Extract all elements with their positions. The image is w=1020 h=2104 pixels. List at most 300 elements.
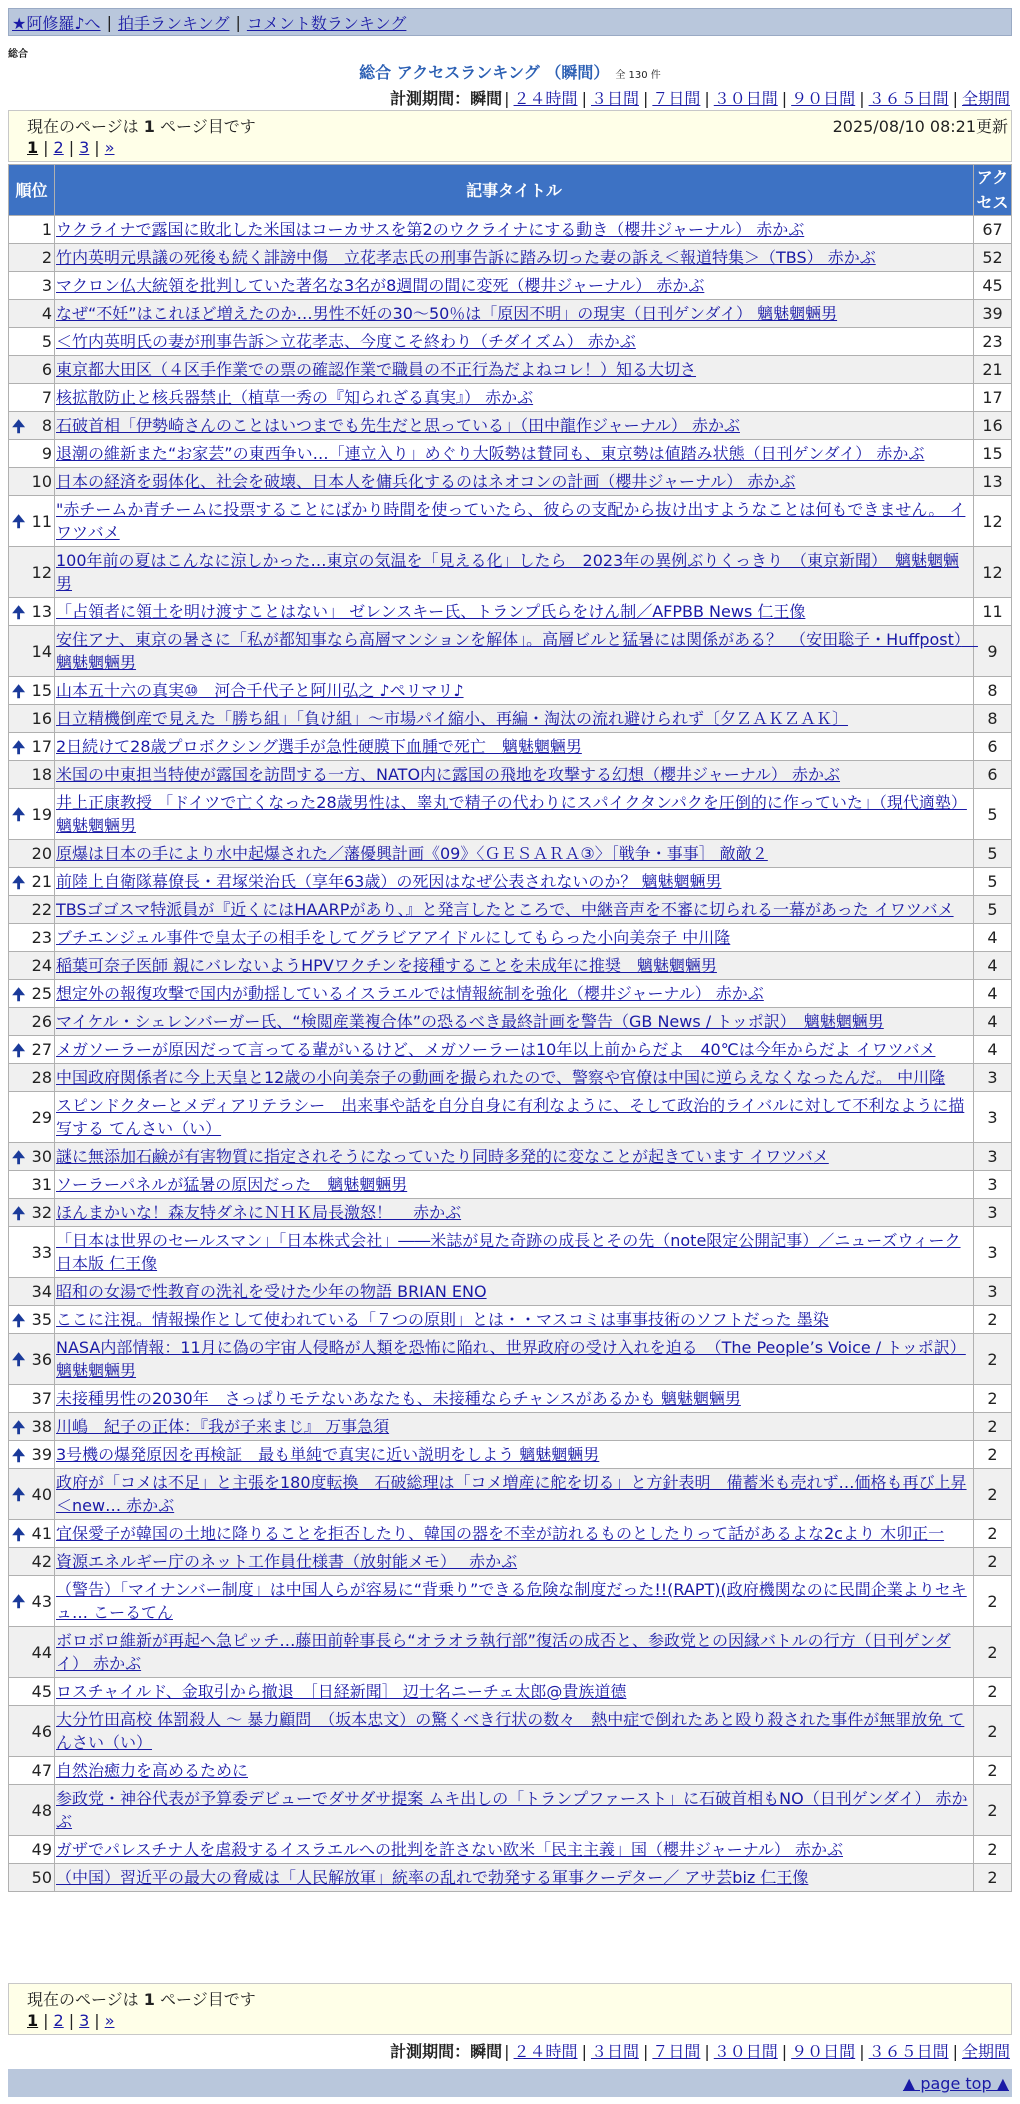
table-row (9, 1413, 1012, 1441)
period-option[interactable]: 全期間 (961, 2042, 1010, 2061)
rank-number: 32 (31, 1203, 52, 1222)
table-row (9, 980, 1012, 1008)
period-option[interactable]: ３０日間 (713, 2042, 778, 2061)
table-row (9, 272, 1012, 300)
title-cell (55, 1278, 974, 1306)
table-row (9, 300, 1012, 328)
rank-cell (9, 1678, 55, 1706)
title-cell (55, 598, 974, 626)
table-row (9, 1008, 1012, 1036)
title-cell (55, 1227, 974, 1278)
comment-ranking-link[interactable]: コメント数ランキング (246, 13, 407, 33)
rank-cell (9, 1706, 55, 1757)
current-page-text: 現在のページは 1 ページ目です (27, 117, 256, 136)
table-row (9, 1836, 1012, 1864)
rank-cell (9, 598, 55, 626)
up-arrow-icon: 🠉 (12, 1592, 26, 1611)
rank-number: 25 (31, 984, 52, 1003)
page-link[interactable]: 3 (79, 2011, 90, 2030)
rank-cell (9, 384, 55, 412)
table-row (9, 1576, 1012, 1627)
table-row (9, 1143, 1012, 1171)
rank-number: 3 (41, 276, 52, 295)
period-separator: | (952, 89, 958, 108)
table-row (9, 598, 1012, 626)
page-top-link[interactable]: ▲ page top ▲ (902, 2074, 1009, 2093)
access-count: 2 (974, 1706, 1012, 1757)
next-page-link[interactable]: » (104, 2011, 115, 2030)
article-link[interactable]: 前陸上自衛隊幕僚長・君塚栄治氏（享年63歳）の死因はなぜ公表されないのか？ 魑魅魍魎男 (56, 872, 722, 891)
title-cell (55, 1441, 974, 1469)
access-count: 52 (974, 244, 1012, 272)
period-separator: | (642, 2042, 649, 2061)
title-cell (55, 272, 974, 300)
period-option[interactable]: ３日間 (590, 89, 639, 108)
table-row (9, 1678, 1012, 1706)
access-count: 45 (974, 272, 1012, 300)
up-arrow-icon: 🠉 (12, 1417, 26, 1437)
rank-number: 49 (31, 1840, 52, 1859)
page-link[interactable]: 2 (53, 138, 64, 157)
access-count: 12 (974, 496, 1012, 547)
table-row (9, 244, 1012, 272)
title-cell (55, 789, 974, 840)
title-cell (55, 1706, 974, 1757)
period-label: 計測期間： (390, 2042, 471, 2061)
access-count: 11 (974, 598, 1012, 626)
period-option[interactable]: ７日間 (652, 2042, 701, 2061)
page-title: 総合 アクセスランキング （瞬間） (359, 63, 610, 82)
article-link[interactable]: 井上正康教授 「ドイツで亡くなった28歳男性は、睾丸で精子の代わりにスパイクタンパクを圧倒的に作っていた」（現代適塾）魑魅魍魎男 (56, 793, 967, 835)
up-arrow-icon: 🠉 (12, 984, 26, 1004)
title-cell (55, 1576, 974, 1627)
rank-number: 44 (31, 1642, 52, 1662)
period-separator: | (952, 2042, 958, 2061)
article-link[interactable]: ウクライナで露国に敗北した米国はコーカサスを第2のウクライナにする動き（櫻井ジャーナル） 赤かぶ (56, 220, 805, 239)
article-link[interactable]: 退潮の維新また“お家芸”の東西争い…「連立入り」めぐり大阪勢は賛同も、東京勢は値踏み状態（日刊ゲンダイ） 赤かぶ (56, 444, 925, 463)
table-row (9, 952, 1012, 980)
up-arrow-icon: 🠉 (12, 805, 26, 824)
table-row (9, 547, 1012, 598)
rank-cell (9, 1627, 55, 1678)
access-count: 4 (974, 952, 1012, 980)
page-separator: | (43, 2011, 49, 2030)
page-separator: | (43, 138, 49, 157)
rank-cell (9, 1199, 55, 1227)
up-arrow-icon: 🠉 (12, 1524, 26, 1544)
title-cell (55, 1836, 974, 1864)
rank-cell (9, 896, 55, 924)
rank-number: 14 (31, 641, 52, 661)
rank-cell (9, 1008, 55, 1036)
period-option[interactable]: 全期間 (961, 89, 1010, 108)
rank-cell (9, 1757, 55, 1785)
table-row (9, 1706, 1012, 1757)
access-count: 3 (974, 1278, 1012, 1306)
article-link[interactable]: 政府が「コメは不足」と主張を180度転換 石破総理は「コメ増産に舵を切る」と方針表明 備蓄米も売れず…価格も再び上昇＜new… 赤かぶ (56, 1473, 967, 1515)
table-row (9, 677, 1012, 705)
table-row (9, 1199, 1012, 1227)
rank-cell (9, 1836, 55, 1864)
access-count: 2 (974, 1334, 1012, 1385)
article-link[interactable]: メガソーラーが原因だって言ってる輩がいるけど、メガソーラーは10年以上前からだよ 40℃は今年からだよ イワツバメ (56, 1040, 936, 1059)
period-selector-bottom (390, 2039, 1012, 2062)
rank-cell (9, 1036, 55, 1064)
access-count: 5 (974, 789, 1012, 840)
rank-number: 12 (31, 562, 52, 582)
article-link[interactable]: 米国の中東担当特使が露国を訪問する一方、NATO内に露国の飛地を攻撃する幻想（櫻井ジャーナル） 赤かぶ (56, 765, 841, 784)
article-link[interactable]: （警告）「マイナンバー制度」は中国人らが容易に“背乗り”できる危険な制度だった!!(RAPT)(政府機関なのに民間企業よりセキュ… こーるてん (56, 1580, 967, 1622)
article-link[interactable]: 東京都大田区（４区手作業での票の確認作業で職員の不正行為だよねコレ！）知る大切さ (56, 360, 697, 379)
title-cell (55, 1520, 974, 1548)
page-separator: | (94, 2011, 100, 2030)
title-cell (55, 1008, 974, 1036)
period-option[interactable]: ９０日間 (791, 89, 856, 108)
rank-number: 33 (31, 1242, 52, 1262)
article-link[interactable]: 核拡散防止と核兵器禁止（植草一秀の『知られざる真実』） 赤かぶ (56, 388, 534, 407)
access-count: 23 (974, 328, 1012, 356)
article-link[interactable]: 「日本は世界のセールスマン」「日本株式会社」――米誌が見た奇跡の成長とその先（note限定公開記事）／ニューズウィーク日本版 仁王像 (56, 1231, 961, 1273)
access-count: 5 (974, 868, 1012, 896)
article-link[interactable]: TBSゴゴスマ特派員が『近くにはHAARPがあり、』と発言したところで、中継音声を不審に切られる一幕があった イワツバメ (56, 900, 954, 919)
page-separator: | (94, 138, 100, 157)
rank-number: 28 (31, 1068, 52, 1087)
period-option[interactable]: ２４時間 (513, 89, 578, 108)
rank-cell (9, 547, 55, 598)
rank-number: 39 (31, 1445, 52, 1464)
access-count: 2 (974, 1785, 1012, 1836)
rank-number: 17 (31, 737, 52, 756)
rank-number: 23 (31, 928, 52, 947)
title-cell (55, 468, 974, 496)
title-cell (55, 1334, 974, 1385)
title-cell (55, 300, 974, 328)
article-link[interactable]: スピンドクターとメディアリテラシー 出来事や話を自分自身に有利なように、そして政治的ライバルに対して不利なように描写する てんさい（い） (56, 1096, 965, 1138)
rank-number: 42 (31, 1552, 52, 1571)
table-row (9, 1064, 1012, 1092)
article-link[interactable]: 川嶋 紀子の正体：『我が子来まじ』 万事急須 (56, 1417, 390, 1436)
article-link[interactable]: ロスチャイルド、金取引から撤退 ［日経新聞］ 辺士名ニーチェ太郎@貴族道德 (56, 1682, 627, 1701)
access-count: 2 (974, 1520, 1012, 1548)
table-row (9, 356, 1012, 384)
access-count: 4 (974, 980, 1012, 1008)
rank-number: 35 (31, 1310, 52, 1329)
article-link[interactable]: 2日続けて28歳プロボクシング選手が急性硬膜下血腫で死亡 魑魅魍魎男 (56, 737, 582, 756)
title-cell (55, 547, 974, 598)
period-label: 計測期間： (390, 89, 471, 108)
title-cell (55, 412, 974, 440)
access-count: 2 (974, 1678, 1012, 1706)
rank-cell (9, 328, 55, 356)
title-cell (55, 1678, 974, 1706)
rank-number: 8 (41, 416, 52, 435)
rank-number: 46 (31, 1721, 52, 1741)
period-option[interactable]: ３０日間 (713, 89, 778, 108)
pagination (27, 138, 114, 157)
title-cell (55, 1864, 974, 1892)
article-link[interactable]: 日本の経済を弱体化、社会を破壊、日本人を傭兵化するのはネオコンの計画（櫻井ジャーナル） 赤かぶ (56, 472, 796, 491)
rank-number: 38 (31, 1417, 52, 1436)
access-count: 15 (974, 440, 1012, 468)
rank-cell (9, 300, 55, 328)
period-option[interactable]: ３６５日間 (868, 89, 949, 108)
rank-cell (9, 412, 55, 440)
period-separator: | (504, 89, 510, 108)
title-cell (55, 328, 974, 356)
access-count: 2 (974, 1469, 1012, 1520)
period-separator: | (704, 2042, 710, 2061)
article-link[interactable]: 竹内英明元県議の死後も続く誹謗中傷 立花孝志氏の刑事告訴に踏み切った妻の訴え＜報道特集＞（TBS） 赤かぶ (56, 248, 876, 267)
period-option[interactable]: ２４時間 (513, 2042, 578, 2061)
rank-cell (9, 1306, 55, 1334)
up-arrow-icon: 🠉 (12, 1147, 26, 1167)
article-link[interactable]: 自然治癒力を高めるために (56, 1761, 249, 1780)
up-arrow-icon: 🠉 (12, 416, 26, 436)
table-row (9, 216, 1012, 244)
updated-timestamp: 2025/08/10 08:21更新 (832, 117, 1008, 136)
period-option[interactable]: ９０日間 (791, 2042, 856, 2061)
article-link[interactable]: 原爆は日本の手により水中起爆された／藩優興計画《09》〈ＧＥＳＡＲＡ③〉［戦争・事事］ 敵敵２ (56, 844, 768, 863)
top-nav-bar (8, 8, 1012, 36)
access-count: 2 (974, 1836, 1012, 1864)
rank-number: 2 (41, 248, 52, 267)
access-count: 2 (974, 1864, 1012, 1892)
rank-cell (9, 733, 55, 761)
period-option[interactable]: ７日間 (652, 89, 701, 108)
access-count: 4 (974, 924, 1012, 952)
article-link[interactable]: 3号機の爆発原因を再検証 最も単純で真実に近い説明をしよう 魑魅魍魎男 (56, 1445, 600, 1464)
access-count: 6 (974, 761, 1012, 789)
access-count: 2 (974, 1413, 1012, 1441)
rank-cell (9, 868, 55, 896)
rank-cell (9, 761, 55, 789)
nav-separator: | (235, 12, 241, 32)
access-count: 2 (974, 1757, 1012, 1785)
rank-cell (9, 1064, 55, 1092)
rank-cell (9, 626, 55, 677)
title-cell (55, 1092, 974, 1143)
period-separator: | (859, 2042, 865, 2061)
table-row (9, 468, 1012, 496)
rank-number: 4 (41, 304, 52, 323)
page-link[interactable]: 2 (53, 2011, 64, 2030)
article-link[interactable]: ガザでパレスチナ人を虐殺するイスラエルへの批判を許さない欧米「民主主義」国（櫻井ジャーナル） 赤かぶ (56, 1840, 844, 1859)
article-link[interactable]: ブチエンジェル事件で皇太子の相手をしてグラビアアイドルにしてもらった小向美奈子 中川隆 (56, 928, 731, 947)
rank-cell (9, 924, 55, 952)
total-count: 全 130 件 (615, 70, 661, 81)
up-arrow-icon: 🠉 (12, 1350, 26, 1369)
rank-number: 1 (41, 220, 52, 239)
page-separator: | (68, 138, 75, 157)
title-cell (55, 1171, 974, 1199)
period-option[interactable]: ３日間 (590, 2042, 639, 2061)
title-cell (55, 1785, 974, 1836)
up-arrow-icon: 🠉 (12, 602, 26, 622)
period-separator: | (642, 89, 649, 108)
access-count: 5 (974, 896, 1012, 924)
clap-ranking-link[interactable]: 拍手ランキング (117, 13, 230, 33)
table-row (9, 412, 1012, 440)
rank-number: 29 (31, 1107, 52, 1127)
access-count: 2 (974, 1385, 1012, 1413)
period-separator: | (781, 2042, 788, 2061)
rank-cell (9, 468, 55, 496)
article-link[interactable]: 昭和の女湯で性教育の洗礼を受けた少年の物語 BRIAN ENO (56, 1282, 487, 1301)
access-count: 67 (974, 216, 1012, 244)
article-link[interactable]: 宜保愛子が韓国の土地に降りることを拒否したり、韓国の器を不幸が訪れるものとしたりって話があるよな2cより 木卯正一 (56, 1524, 945, 1543)
col-title-header: 記事タイトル (55, 165, 974, 216)
rank-cell (9, 272, 55, 300)
access-count: 3 (974, 1143, 1012, 1171)
rank-cell (9, 440, 55, 468)
access-count: 16 (974, 412, 1012, 440)
period-current: 瞬間 (470, 2042, 503, 2061)
rank-number: 22 (31, 900, 52, 919)
article-link[interactable]: "赤チームか青チームに投票することにばかり時間を使っていたら、彼らの支配から抜け出すようなことは何もできません。 イワツバメ (56, 500, 966, 542)
rank-cell (9, 980, 55, 1008)
article-link[interactable]: （中国）習近平の最大の脅威は「人民解放軍」統率の乱れで勃発する軍事クーデター／ アサ芸biz 仁王像 (56, 1868, 809, 1887)
table-row (9, 1385, 1012, 1413)
article-link[interactable]: 安住アナ、東京の暑さに「私が都知事なら高層マンションを解体」。高層ビルと猛暑には関係がある？ （安田聡子・Huffpost） 魑魅魍魎男 (56, 630, 978, 672)
page-current: 1 (27, 2011, 39, 2030)
rank-cell (9, 1385, 55, 1413)
col-rank-header: 順位 (9, 165, 55, 216)
article-link[interactable]: 想定外の報復攻撃で国内が動揺しているイスラエルでは情報統制を強化（櫻井ジャーナル） 赤かぶ (56, 984, 764, 1003)
rank-cell (9, 1576, 55, 1627)
rank-cell (9, 1143, 55, 1171)
article-link[interactable]: なぜ“不妊”はこれほど増えたのか…男性不妊の30～50％は「原因不明」の現実（日刊ゲンダイ） 魑魅魍魎男 (56, 304, 838, 323)
article-link[interactable]: 大分竹田高校 体罰殺人 ～ 暴力顧問 （坂本忠文）の驚くべき行状の数々 熱中症で倒れたあと殴り殺された事件が無罪放免 てんさい（い） (56, 1710, 965, 1752)
rank-cell (9, 1864, 55, 1892)
title-cell (55, 1548, 974, 1576)
article-link[interactable]: ボロボロ維新が再起へ急ピッチ…藤田前幹事長ら“オラオラ執行部”復活の成否と、参政党との因縁バトルの行方（日刊ゲンダイ） 赤かぶ (56, 1631, 951, 1673)
rank-number: 34 (31, 1282, 52, 1301)
title-cell (55, 1627, 974, 1678)
rank-number: 15 (31, 681, 52, 700)
rank-cell (9, 677, 55, 705)
article-link[interactable]: ＜竹内英明氏の妻が刑事告訴＞立花孝志、今度こそ終わり（チダイズム） 赤かぶ (56, 332, 636, 351)
access-count: 3 (974, 1064, 1012, 1092)
table-row (9, 496, 1012, 547)
article-link[interactable]: 100年前の夏はこんなに涼しかった…東京の気温を「見える化」したら 2023年の異例ぶりくっきり （東京新聞） 魑魅魍魎男 (56, 551, 959, 593)
article-link[interactable]: ここに注視。情報操作として使われている「７つの原則」とは・・マスコミは事事技術のソフトだった 墨染 (56, 1310, 829, 1329)
table-row (9, 1278, 1012, 1306)
rank-number: 48 (31, 1800, 52, 1820)
next-page-link[interactable]: » (104, 138, 115, 157)
title-cell (55, 1306, 974, 1334)
article-link[interactable]: 資源エネルギー庁のネット工作員仕様書（放射能メモ） 赤かぶ (56, 1552, 518, 1571)
rank-number: 47 (31, 1761, 52, 1780)
page-link[interactable]: 3 (79, 138, 90, 157)
title-cell (55, 980, 974, 1008)
table-row (9, 840, 1012, 868)
article-link[interactable]: ソーラーパネルが猛暑の原因だった 魑魅魍魎男 (56, 1175, 408, 1194)
period-separator: | (581, 89, 587, 108)
up-arrow-icon: 🠉 (12, 1203, 26, 1223)
access-count: 4 (974, 1036, 1012, 1064)
rank-cell (9, 840, 55, 868)
access-count: 13 (974, 468, 1012, 496)
article-link[interactable]: 謎に無添加石鹸が有害物質に指定されそうになっていたり同時多発的に変なことが起きています イワツバメ (56, 1147, 829, 1166)
title-cell (55, 244, 974, 272)
title-cell (55, 1469, 974, 1520)
pager-bottom (8, 1983, 1012, 2035)
access-count: 3 (974, 1171, 1012, 1199)
rank-cell (9, 1092, 55, 1143)
up-arrow-icon: 🠉 (12, 872, 26, 892)
table-row (9, 626, 1012, 677)
table-row (9, 789, 1012, 840)
title-cell (55, 840, 974, 868)
table-row (9, 924, 1012, 952)
access-count: 8 (974, 705, 1012, 733)
access-count: 2 (974, 1306, 1012, 1334)
nav-separator: | (106, 12, 112, 32)
article-link[interactable]: 参政党・神谷代表が予算委デビューでダサダサ提案 ムキ出しの「トランプファースト」に石破首相もNO（日刊ゲンダイ） 赤かぶ (56, 1789, 968, 1831)
rank-cell (9, 952, 55, 980)
article-link[interactable]: 稲葉可奈子医師 親にバレないようHPVワクチンを接種することを未成年に推奨 魑魅魍魎男 (56, 956, 717, 975)
table-row (9, 1864, 1012, 1892)
article-link[interactable]: 日立精機倒産で見えた「勝ち組」「負け組」～市場パイ縮小、再編・淘汰の流れ避けられず〔夕ＺＡＫＺＡＫ〕 (56, 709, 849, 728)
table-row (9, 328, 1012, 356)
access-count: 2 (974, 1548, 1012, 1576)
title-cell (55, 216, 974, 244)
rank-cell (9, 356, 55, 384)
title-cell (55, 1064, 974, 1092)
pager-top (8, 110, 1012, 162)
table-row (9, 761, 1012, 789)
access-count: 17 (974, 384, 1012, 412)
up-arrow-icon: 🠉 (12, 512, 26, 531)
article-link[interactable]: ほんまかいな！森友特ダネにＮＨＫ局長激怒！ 赤かぶ (56, 1203, 462, 1222)
title-cell (55, 1757, 974, 1785)
footer-bar (8, 2069, 1012, 2097)
access-count: 2 (974, 1576, 1012, 1627)
rank-number: 26 (31, 1012, 52, 1031)
title-cell (55, 384, 974, 412)
home-link[interactable]: ★阿修羅♪へ (12, 13, 101, 33)
article-link[interactable]: マクロン仏大統領を批判していた著名な3名が8週間の間に変死（櫻井ジャーナル） 赤かぶ (56, 276, 705, 295)
rank-cell (9, 1441, 55, 1469)
access-count: 2 (974, 1441, 1012, 1469)
col-access-header: アクセス (974, 165, 1012, 216)
table-row (9, 896, 1012, 924)
rank-number: 5 (41, 332, 52, 351)
table-row (9, 1469, 1012, 1520)
rank-number: 13 (31, 602, 52, 621)
title-cell (55, 896, 974, 924)
article-link[interactable]: 山本五十六の真実⑩ 河合千代子と阿川弘之 ♪ペリマリ♪ (56, 681, 464, 700)
rank-number: 9 (41, 444, 52, 463)
period-option[interactable]: ３６５日間 (868, 2042, 949, 2061)
table-row (9, 1757, 1012, 1785)
article-link[interactable]: 未接種男性の2030年 さっぱりモテないあなたも、未接種ならチャンスがあるかも 魑魅魍魎男 (56, 1389, 741, 1408)
period-separator: | (504, 2042, 510, 2061)
access-count: 2 (974, 1627, 1012, 1678)
article-link[interactable]: 「占領者に領土を明け渡すことはない」 ゼレンスキー氏、トランプ氏らをけん制／AFPBB News 仁王像 (56, 602, 806, 621)
rank-number: 36 (31, 1349, 52, 1369)
article-link[interactable]: 石破首相「伊勢崎さんのことはいつまでも先生だと思っている」（田中龍作ジャーナル） 赤かぶ (56, 416, 740, 435)
page-heading (0, 60, 1020, 83)
table-row (9, 1627, 1012, 1678)
table-row (9, 440, 1012, 468)
article-link[interactable]: NASA内部情報：11月に偽の宇宙人侵略が人類を恐怖に陥れ、世界政府の受け入れを迫る （The People’s Voice / トッポ訳）魑魅魍魎男 (56, 1338, 966, 1380)
table-row (9, 1441, 1012, 1469)
article-link[interactable]: マイケル・シェレンバーガー氏、“検閲産業複合体”の恐るべき最終計画を警告（GB News / トッポ訳） 魑魅魍魎男 (56, 1012, 884, 1031)
title-cell (55, 705, 974, 733)
rank-number: 50 (31, 1868, 52, 1887)
article-link[interactable]: 中国政府関係者に今上天皇と12歳の小向美奈子の動画を撮られたので、警察や官僚は中国に逆らえなくなったんだ。 中川隆 (56, 1068, 946, 1087)
